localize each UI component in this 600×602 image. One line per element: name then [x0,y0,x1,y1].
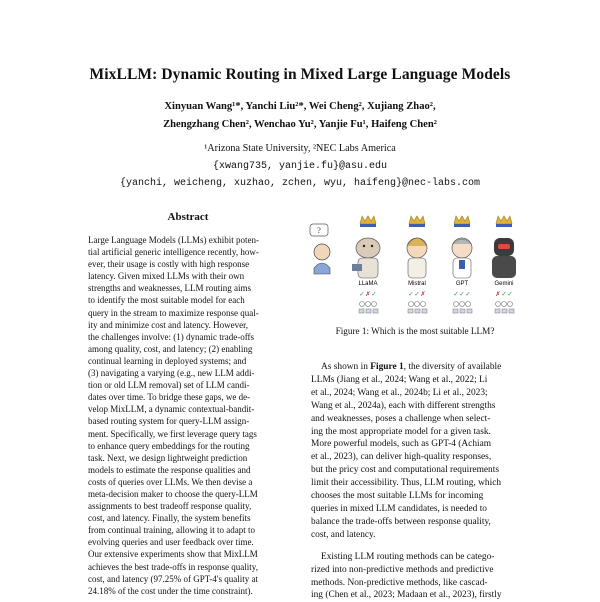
abstract-line: 24.18% of the cost under the time constraint). [88,585,253,596]
crown-icon-2 [409,216,425,227]
body-line: et al., 2024; Wang et al., 2024b; Li et al., 2023; [311,387,488,398]
figure-label-3: Gemini [494,281,514,287]
body-line: Wang et al., 2024a), each with different strengths [311,400,496,411]
abstract-line: velop MixLLM, a dynamic contextual-bandit- [88,404,255,415]
svg-text:✓: ✓ [465,290,471,298]
svg-text:✗: ✗ [365,290,371,298]
abstract-line: Our extensive experiments show that MixLLM [88,549,258,560]
abstract-line: ever, their usage is costly with high response [88,259,250,270]
abstract-line: cost, and latency. Finally, the system benefits [88,513,251,524]
body-line: limit their accessibility. Thus, LLM routing, which [311,478,502,489]
svg-text:✓: ✓ [359,290,365,298]
latency-row [359,309,514,313]
figure-caption: Figure 1: Which is the most suitable LLM? [335,326,495,336]
body-line: More powerful models, such as GPT-4 (Achiam [311,439,492,450]
abstract-line: models to estimate the response qualities and [88,464,251,475]
figure-label-0: LLaMA [358,281,378,287]
svg-text:✗: ✗ [420,290,426,298]
abstract-line: (3) navigating a varying (e.g., new LLM addi- [88,368,255,379]
affiliations [0,140,600,193]
figure-1 [308,208,522,318]
body-line: and weaknesses, poses a challenge when select- [311,413,491,424]
svg-text:✓: ✓ [459,290,465,298]
abstract-line: tion or old LLM removal) set of LLM candi- [88,380,250,391]
abstract-line: achieves the best trade-offs in response quality, [88,561,258,572]
abstract-line: the challenges involve: (1) dynamic trade-offs [88,331,255,342]
mistral-icon [407,238,427,278]
abstract-line: task. Next, we design lightweight prediction [88,452,248,463]
abstract-line: continual learning in deployed systems; and [88,355,247,366]
body-line: cost, and latency. [311,529,376,540]
user-icon [310,224,330,274]
svg-text:✓: ✓ [408,290,414,298]
abstract-line: Large Language Models (LLMs) exhibit poten- [88,235,260,245]
authors-line-2: Zhengzhang Chen², Wenchao Yu², Yanjie Fu¹, Haifeng Chen² [163,119,437,130]
abstract-line: ment. Specifically, we first leverage query tags [88,428,257,439]
gpt-icon [452,238,472,278]
abstract-line: ity and minimize cost and latency. However, [88,319,249,330]
abstract-line: latency. Given mixed LLMs with their own [88,271,245,282]
crown-icon-3 [454,216,470,227]
body-line: Existing LLM routing methods can be catego- [321,551,495,562]
crown-icon-4 [496,216,512,227]
svg-text:✓: ✓ [507,290,513,298]
body-line: balance the trade-offs between response quality, [311,516,491,527]
svg-text:✓: ✓ [414,290,420,298]
llama-icon [352,238,380,278]
svg-text:✓: ✓ [453,290,459,298]
abstract-heading: Abstract [167,211,209,223]
svg-text:✗: ✗ [495,290,501,298]
svg-text:✓: ✓ [501,290,507,298]
abstract-line: evolving queries and user feedback over time. [88,537,254,548]
abstract-line: assignments to best tradeoff response quality, [88,501,252,512]
body-line: but the pricy cost and computational requirements [311,465,499,476]
abstract-line: among quality, cost, and latency; (2) enabling [88,343,253,354]
body-line: ing the most appropriate model for a given task. [311,426,491,437]
body-line: LLMs (Jiang et al., 2024; Wang et al., 2022; Li [311,374,488,385]
abstract-line: to identify the most suitable model for each [88,295,245,306]
abstract-line: from continual training, allowing it to adapt to [88,525,255,536]
affiliation-text: ¹Arizona State University, ²NEC Labs America [204,143,396,154]
rating-row [359,290,512,298]
abstract-line: meta-decision maker to choose the query-LLM [88,488,258,499]
abstract-line: to enhance query embeddings for the routing [88,440,250,451]
figure-label-1: Mistral [408,281,426,287]
body-line: chooses the most suitable LLMs for incoming [311,491,484,502]
body-line: rized into non-predictive methods and predictive [311,564,494,575]
body-line: methods. Non-predictive methods, like cascad- [311,577,488,588]
email-line-2: {yanchi, weicheng, xuzhao, zchen, wyu, haifeng}@nec-labs.com [119,178,481,189]
figure-label-2: GPT [455,281,469,287]
body-line: As shown in Figure 1, the diversity of available [321,362,502,372]
body-line: queries in mixed LLM candidates, is needed to [311,503,487,514]
body-line: ing (Chen et al., 2023; Madaan et al., 2023), firstly [311,590,502,601]
authors-line-1: Xinyuan Wang¹*, Yanchi Liu²*, Wei Cheng², Xujiang Zhao², [164,101,436,112]
paper-title: MixLLM: Dynamic Routing in Mixed Large Language Models [89,66,511,83]
abstract-line: cost, and latency (97.25% of GPT-4's quality at [88,573,259,584]
email-line-1: {xwang735, yanjie.fu}@asu.edu [212,160,388,172]
abstract-line: based routing system for query-LLM assign- [88,416,250,427]
svg-text:?: ? [317,226,321,235]
body-line: et al., 2023), can deliver high-quality responses, [311,452,492,463]
abstract-line: strengths and weaknesses, LLM routing aims [88,283,251,294]
abstract-line: dates over time. To bridge these gaps, we de- [88,392,251,403]
robot-icon [492,238,516,278]
cost-row [360,302,513,307]
svg-text:✓: ✓ [371,290,377,298]
author-list [0,98,600,134]
crown-icon-1 [360,216,376,227]
body-text [311,361,521,602]
figure-illustration [308,208,522,318]
abstract-body [88,234,293,597]
abstract-line: costs of queries over LLMs. We then devise a [88,476,253,487]
abstract-line: query in the stream to maximize response qual- [88,307,259,318]
abstract-line: tial artificial generic intelligence recently, how- [88,247,259,258]
